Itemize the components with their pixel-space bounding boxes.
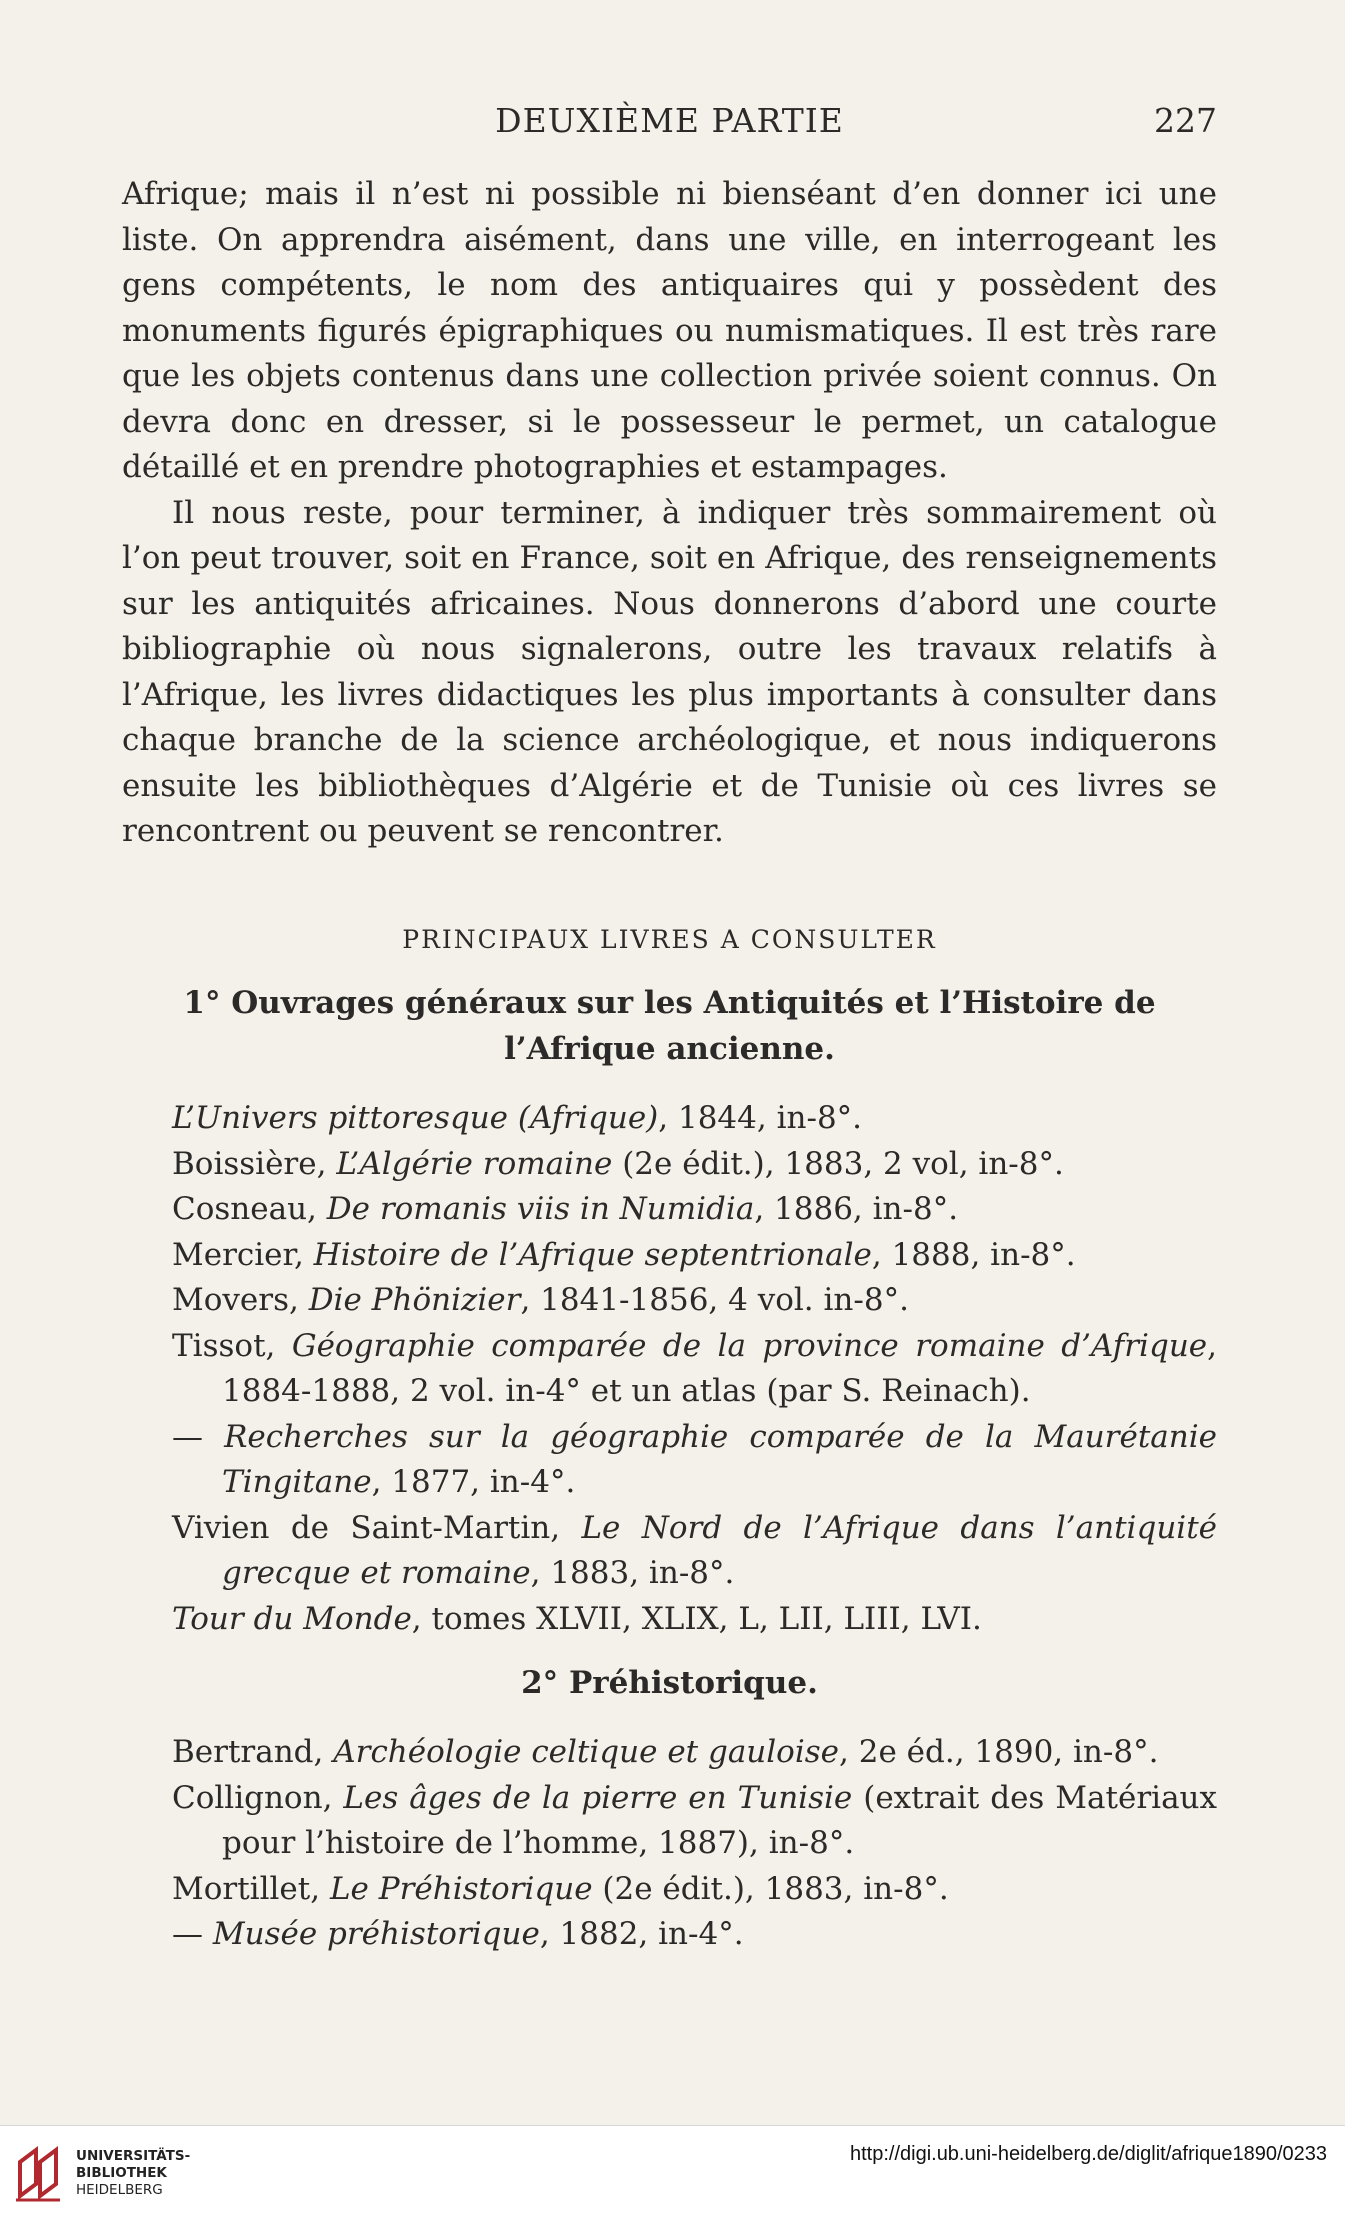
subsection-2-title: 2° Préhistorique.: [521, 1665, 818, 1701]
bibliography-entry: Mercier, Histoire de l’Afrique septentrionale, 1888, in-8°.: [172, 1236, 1076, 1273]
bibliography-entry: Vivien de Saint-Martin, Le Nord de l’Afrique dans l’antiquité grecque et romaine, 1883, in-8°.: [172, 1509, 1218, 1591]
bibliography-entry: — Recherches sur la géographie comparée de la Maurétanie Tingitane, 1877, in-4°.: [172, 1418, 1217, 1500]
bibliography-entry: Cosneau, De romanis viis in Numidia, 1886, in-8°.: [172, 1191, 959, 1227]
bibliography-entry: Bertrand, Archéologie celtique et gauloise, 2e éd., 1890, in-8°.: [172, 1734, 1159, 1770]
university-library-logo-icon: [14, 2142, 64, 2204]
paragraph-1: Afrique; mais il n’est ni possible ni bienséant d’en donner ici une liste. On apprendra aisément, dans une ville, en interrogeant les gens compétents, le nom des antiquaires qui y possèdent des monuments figurés épigraphiques ou numismatiques. Il est très rare que les objets contenus dans une collection privée soient connus. On devra donc en dresser, si le possesseur le permet, un catalogue détaillé et en prendre photographies et estampages.: [122, 176, 1217, 485]
bibliography-list-2: [122, 1730, 1217, 1958]
paragraph-2: Il nous reste, pour terminer, à indiquer très sommairement où l’on peut trouver, soit en France, soit en Afrique, des renseignements sur les antiquités africaines. Nous donnerons d’abord une courte bibliographie où nous signalerons, outre les travaux relatifs à l’Afrique, les livres didactiques les plus importants à consulter dans chaque branche de la science archéologique, et nous indiquerons ensuite les bibliothèques d’Algérie et de Tunisie où ces livres se rencontrent ou peuvent se rencontrer.: [122, 494, 1217, 849]
bibliography-entry: Movers, Die Phönizier, 1841-1856, 4 vol. in-8°.: [172, 1282, 909, 1318]
viewer-footer: [0, 2125, 1345, 2223]
subsection-1-title: 1° Ouvrages généraux sur les Antiquités et l’Histoire de l’Afrique ancienne.: [183, 985, 1156, 1067]
bibliography-entry: — Musée préhistorique, 1882, in-4°.: [172, 1916, 744, 1952]
bibliography-entry: Collignon, Les âges de la pierre en Tunisie (extrait des Matériaux pour l’histoire de l’homme, 1887), in-8°.: [172, 1779, 1217, 1861]
running-head: [122, 95, 1217, 143]
permalink-url[interactable]: http://digi.ub.uni-heidelberg.de/diglit/afrique1890/0233: [849, 2143, 1327, 2165]
running-title: DEUXIÈME PARTIE: [495, 101, 844, 140]
bibliography-entry: Tour du Monde, tomes XLVII, XLIX, L, LII, LIII, LVI.: [172, 1600, 982, 1637]
bibliography-entry: Boissière, L’Algérie romaine (2e édit.), 1883, 2 vol, in-8°.: [172, 1145, 1064, 1182]
bibliography-list-1: [122, 1096, 1217, 1642]
body-text: [122, 172, 1217, 1958]
library-name: UNIVERSITÄTS- BIBLIOTHEK HEIDELBERG: [76, 2148, 191, 2198]
bibliography-entry: Mortillet, Le Préhistorique (2e édit.), 1883, in-8°.: [172, 1870, 949, 1907]
bibliography-entry: L’Univers pittoresque (Afrique), 1844, in-8°.: [172, 1100, 863, 1136]
page-number: 227: [1154, 101, 1217, 140]
bibliography-entry: Tissot, Géographie comparée de la province romaine d’Afrique, 1884-1888, 2 vol. in-4° et un atlas (par S. Reinach).: [172, 1327, 1217, 1409]
section-title: PRINCIPAUX LIVRES A CONSULTER: [402, 924, 937, 954]
